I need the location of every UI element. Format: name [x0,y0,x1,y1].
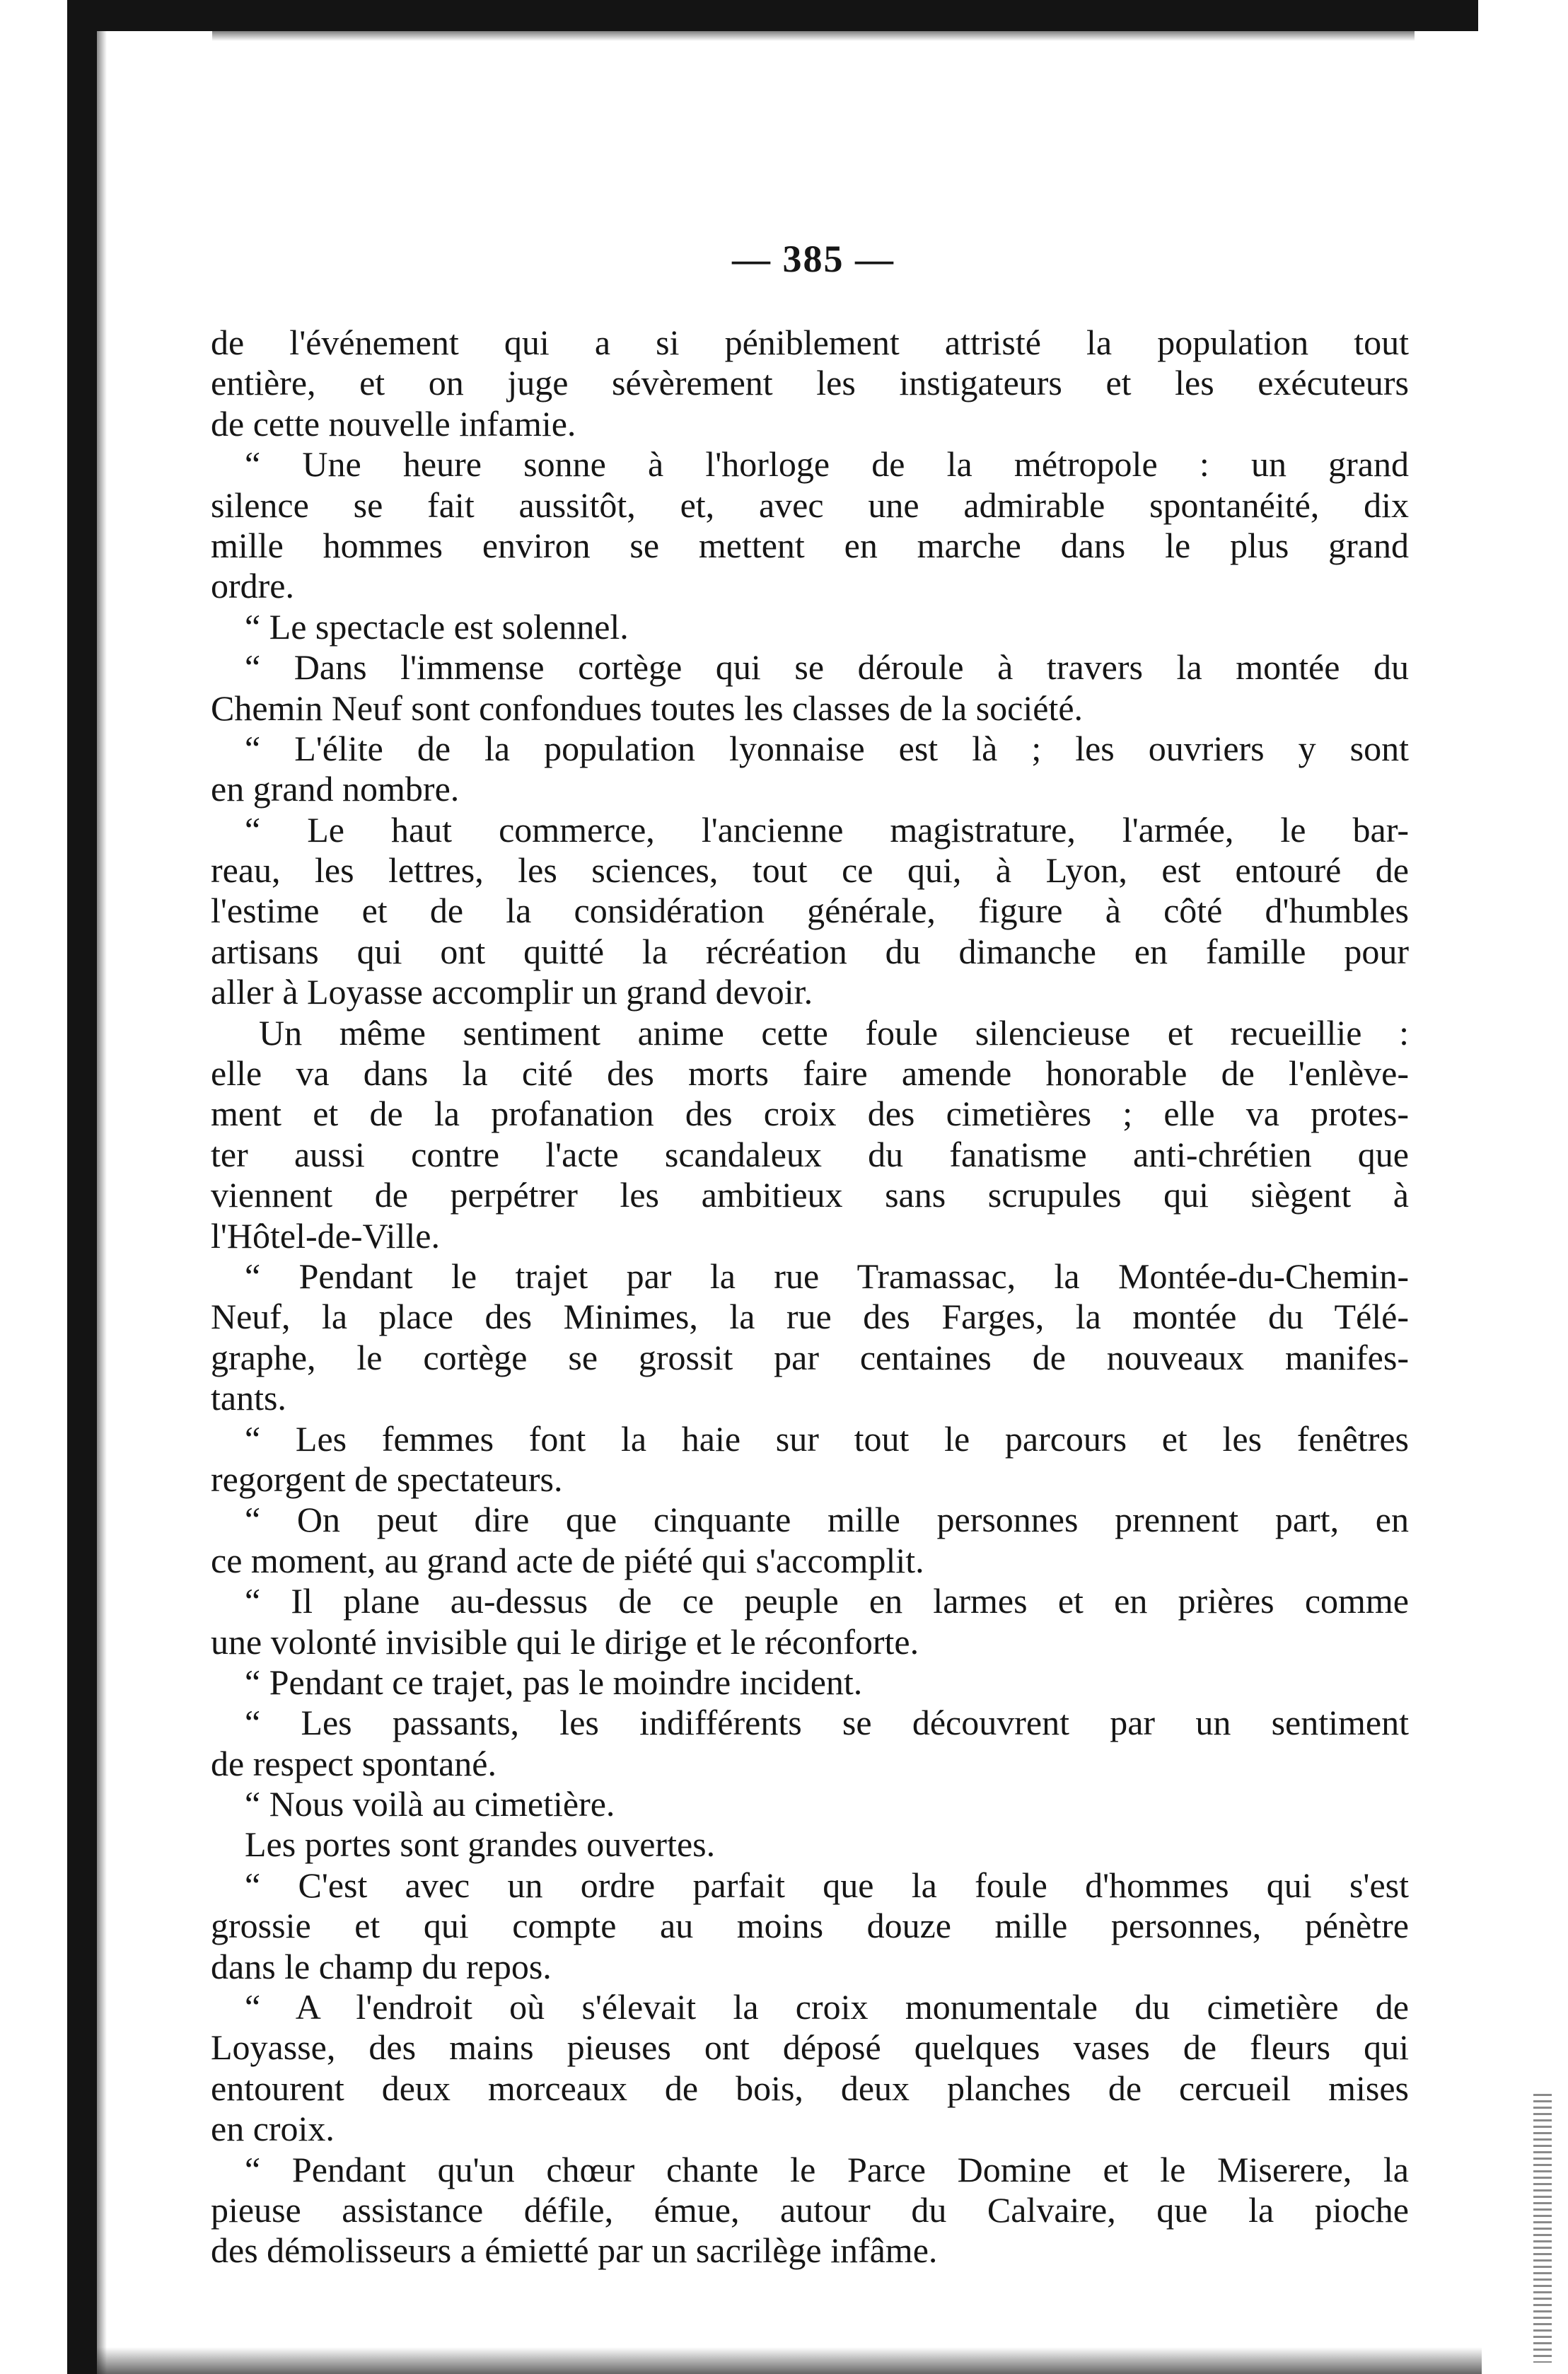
text-line: viennent de perpétrer les ambitieux sans scrupules qui siègent à [211,1175,1409,1215]
text-line: une volonté invisible qui le dirige et le réconforte. [211,1621,919,1662]
text-line: tants. [211,1378,286,1418]
text-line: mille hommes environ se mettent en marche dans le plus grand [211,525,1409,565]
text-line: ter aussi contre l'acte scandaleux du fanatisme anti-chrétien que [211,1134,1409,1174]
text-line: “ Une heure sonne à l'horloge de la métropole : un grand [245,444,1409,485]
text-line: de l'événement qui a si péniblement attristé la population tout [211,323,1409,362]
text-line: graphe, le cortège se grossit par centaines de nouveaux manifes- [211,1337,1409,1377]
scan-border-left [67,0,97,2374]
text-line: “ Pendant qu'un chœur chante le Parce Domine et le Miserere, la [245,2149,1409,2189]
text-line: en croix. [211,2109,335,2149]
body-text [211,323,1409,2271]
scan-shadow-top [212,31,1415,41]
text-line: pieuse assistance défile, émue, autour du Calvaire, que la pioche [211,2189,1409,2230]
text-line: l'Hôtel-de-Ville. [211,1215,440,1256]
scan-shadow-left [97,0,107,2374]
text-line: “ Pendant le trajet par la rue Tramassac, la Montée-du-Chemin- [245,1256,1409,1296]
text-line: dans le champ du repos. [211,1946,552,1986]
text-line: Loyasse, des mains pieuses ont déposé quelques vases de fleurs qui [211,2027,1409,2068]
text-line: “ Dans l'immense cortège qui se déroule à travers la montée du [245,647,1409,688]
text-line: Les portes sont grandes ouvertes. [245,1824,716,1865]
text-line: grossie et qui compte au moins douze mille personnes, pénètre [211,1906,1409,1946]
text-line: de respect spontané. [211,1743,497,1783]
text-line: “ L'élite de la population lyonnaise est là ; les ouvriers y sont [245,728,1409,768]
text-line: l'estime et de la considération générale, figure à côté d'humbles [211,891,1409,931]
text-line: Un même sentiment anime cette foule silencieuse et recueillie : [259,1012,1409,1053]
text-line: “ C'est avec un ordre parfait que la foule d'hommes qui s'est [245,1865,1409,1905]
text-line: “ On peut dire que cinquante mille personnes prennent part, en [245,1500,1409,1540]
text-line: elle va dans la cité des morts faire amende honorable de l'enlève- [211,1053,1409,1094]
text-line: “ Nous voilà au cimetière. [245,1784,615,1824]
text-line: aller à Loyasse accomplir un grand devoir. [211,972,813,1012]
text-line: “ Il plane au-dessus de ce peuple en larmes et en prières comme [245,1581,1409,1621]
text-line: entourent deux morceaux de bois, deux planches de cercueil mises [211,2068,1409,2108]
page-number: — 385 — [732,238,895,280]
text-line: “ A l'endroit où s'élevait la croix monumentale du cimetière de [245,1987,1409,2027]
text-line: ordre. [211,566,294,606]
scan-border-top [67,0,1478,31]
text-line: Neuf, la place des Minimes, la rue des Farges, la montée du Télé- [211,1297,1409,1337]
text-line: “ Pendant ce trajet, pas le moindre incident. [245,1662,863,1702]
scan-noise-right [1533,2094,1552,2363]
text-line: artisans qui ont quitté la récréation du dimanche en famille pour [211,931,1409,971]
text-line: en grand nombre. [211,769,460,809]
text-line: de cette nouvelle infamie. [211,403,576,444]
text-line: Chemin Neuf sont confondues toutes les classes de la société. [211,688,1084,728]
text-line: “ Le haut commerce, l'ancienne magistrature, l'armée, le bar- [245,809,1409,850]
text-line: des démolisseurs a émietté par un sacrilège infâme. [211,2230,938,2271]
text-line: reau, les lettres, les sciences, tout ce qui, à Lyon, est entouré de [211,850,1409,891]
scan-shadow-bottom [67,2347,1482,2374]
text-line: regorgent de spectateurs. [211,1459,563,1499]
text-line: silence se fait aussitôt, et, avec une admirable spontanéité, dix [211,485,1409,525]
text-line: entière, et on juge sévèrement les instigateurs et les exécuteurs [211,363,1409,403]
text-line: “ Les femmes font la haie sur tout le parcours et les fenêtres [245,1418,1409,1459]
text-line: ment et de la profanation des croix des cimetières ; elle va protes- [211,1094,1409,1134]
text-line: “ Les passants, les indifférents se découvrent par un sentiment [245,1703,1409,1743]
text-line: “ Le spectacle est solennel. [245,606,629,647]
text-line: ce moment, au grand acte de piété qui s'accomplit. [211,1540,924,1580]
